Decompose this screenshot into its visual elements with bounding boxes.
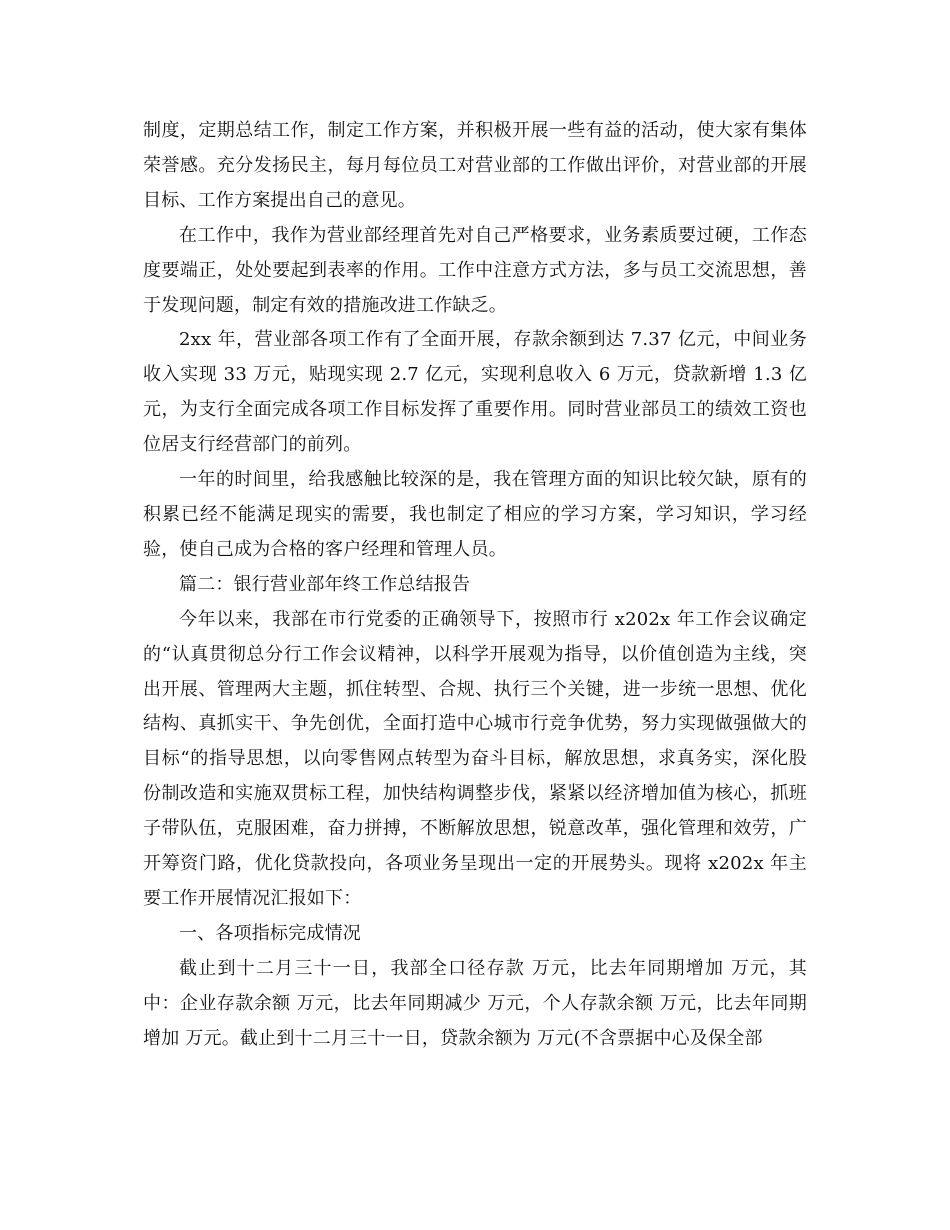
paragraph-manager-requirements: 在工作中，我作为营业部经理首先对自己严格要求，业务素质要过硬，工作态度要端正，处处要起到表率的作用。工作中注意方式方法，多与员工交流思想，善于发现问题，制定有效的措施改进工作缺乏。 bbox=[143, 224, 807, 316]
paragraph-deposit-loan-status: 截止到十二月三十一日，我部全口径存款 万元，比去年同期增加 万元，其中：企业存款余额 万元，比去年同期减少 万元，个人存款余额 万元，比去年同期增加 万元。截止到十二月三十一日，贷款余额为 万元(不含票据中心及保全部 bbox=[143, 957, 807, 1049]
paragraph-guiding-thought: 今年以来，我部在市行党委的正确领导下，按照市行 x202x 年工作会议确定的“认真贯彻总分行工作会议精神，以科学开展观为指导，以价值创造为主线，突出开展、管理两大主题，抓住转型、合规、执行三个关键，进一步统一思想、优化结构、真抓实干、争先创优，全面打造中心城市行竞争优势，努力实现做强做大的目标“的指导思想，以向零售网点转型为奋斗目标，解放思想，求真务实，深化股份制改造和实施双贯标工程，加快结构调整步伐，紧紧以经济增加值为核心，抓班子带队伍，克服困难，奋力拼搏，不断解放思想，锐意改革，强化管理和效劳，广开筹资门路，优化贷款投向，各项业务呈现出一定的开展势头。现将 x202x 年主要工作开展情况汇报如下： bbox=[143, 608, 807, 909]
section-heading-indicators: 一、各项指标完成情况 bbox=[179, 922, 361, 944]
document-body bbox=[143, 114, 807, 1056]
section-heading-part-two: 篇二：银行营业部年终工作总结报告 bbox=[179, 573, 471, 595]
paragraph-reflection: 一年的时间里，给我感触比较深的是，我在管理方面的知识比较欠缺，原有的积累已经不能满足现实的需要，我也制定了相应的学习方案，学习知识，学习经验，使自己成为合格的客户经理和管理人员。 bbox=[143, 469, 807, 560]
paragraph-continuation: 制度，定期总结工作，制定工作方案，并积极开展一些有益的活动，使大家有集体荣誉感。充分发扬民主，每月每位员工对营业部的工作做出评价，对营业部的开展目标、工作方案提出自己的意见。 bbox=[143, 120, 807, 211]
paragraph-annual-results: 2xx 年，营业部各项工作有了全面开展，存款余额到达 7.37 亿元，中间业务收入实现 33 万元，贴现实现 2.7 亿元，实现利息收入 6 万元，贷款新增 1.3 亿元，为支行全面完成各项工作目标发挥了重要作用。同时营业部员工的绩效工资也位居支行经营部门的前列。 bbox=[143, 329, 807, 456]
